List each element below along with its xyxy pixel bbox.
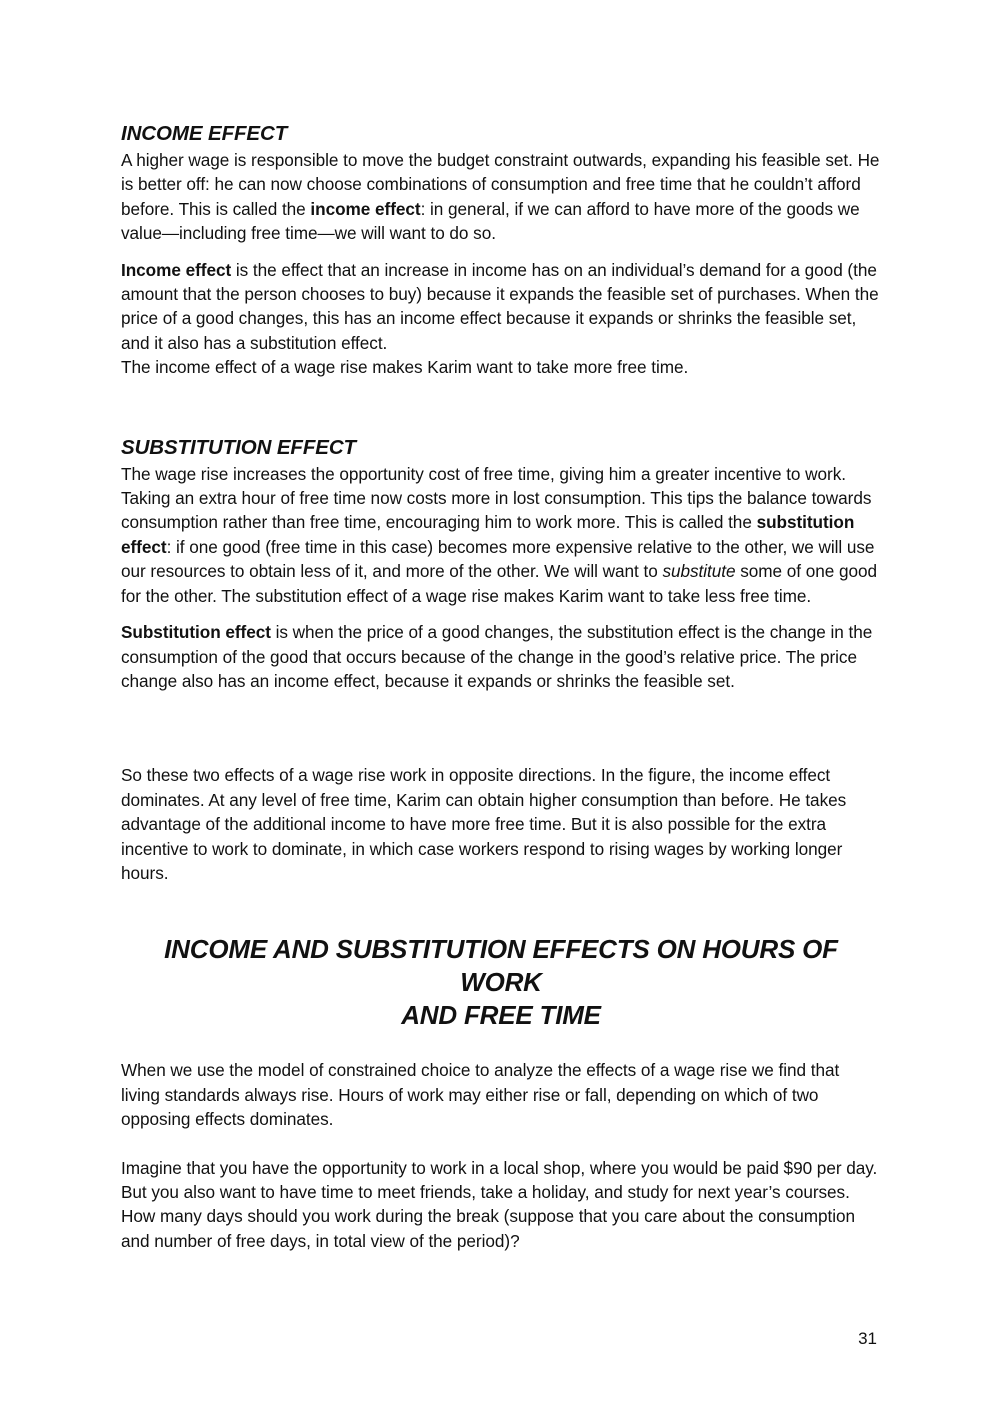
- text-run: A higher wage is responsible to move the budget constraint outwards, expanding his feasible set. He is better off: he can now choose combinations of consumption and free time that he couldn’t afford before. This is called the: [121, 150, 880, 219]
- income-effect-definition: [121, 258, 881, 356]
- bold-term: substitution effect: [121, 512, 855, 557]
- income-effect-karim-note: The income effect of a wage rise makes Karim want to take more free time.: [121, 357, 689, 378]
- text-run: : in general, if we can afford to have more of the goods we value—including free time—we will want to do so.: [121, 198, 860, 244]
- income-effect-heading: INCOME EFFECT: [121, 122, 288, 145]
- section-title: [121, 933, 881, 1032]
- text-run: The wage rise increases the opportunity cost of free time, giving him a greater incentive to work. Taking an extra hour of free time now costs more in lost consumption. This tips the balance towards consumption rather than free time, encouraging him to work more. This is called the: [121, 463, 872, 533]
- substitution-effect-paragraph: [121, 462, 881, 608]
- text-run: some of one good for the other. The substitution effect of a wage rise makes Karim want to take less free time.: [121, 561, 878, 606]
- italic-term: substitute: [662, 561, 736, 582]
- text-run: : if one good (free time in this case) becomes more expensive relative to the other, we will use our resources to obtain less of it, and more of the other. We will want to: [121, 536, 875, 582]
- substitution-effect-definition: [121, 620, 881, 693]
- summary-paragraph: So these two effects of a wage rise work in opposite directions. In the figure, the income effect dominates. At any level of free time, Karim can obtain higher consumption than before. He takes advantage of the additional income to have more free time. But it is also possible for the extra incentive to work to dominate, in which case workers respond to rising wages by working longer hours.: [121, 765, 847, 883]
- text-run: is when the price of a good changes, the substitution effect is the change in the consumption of the good that occurs because of the change in the good’s relative price. The price change also has an income effect, because it expands or shrinks the feasible set.: [121, 622, 873, 691]
- text-run: is the effect that an increase in income has on an individual’s demand for a good (the amount that the person chooses to buy) because it expands the feasible set of purchases. When the price of a good changes, this has an income effect because it expands or shrinks the feasible set, and it also has a substitution effect.: [121, 259, 879, 353]
- income-effect-paragraph: [121, 148, 881, 246]
- shop-work-question-paragraph: Imagine that you have the opportunity to work in a local shop, where you would be paid $90 per day. But you also want to have time to meet friends, take a holiday, and study for next year’s courses. How many days should you work during the break (suppose that you care about the consumption and number of free days, in total view of the period)?: [121, 1157, 878, 1251]
- bold-term: income effect: [310, 198, 421, 219]
- wage-rise-paragraph: When we use the model of constrained choice to analyze the effects of a wage rise we find that living standards always rise. Hours of work may either rise or fall, depending on which of two opposing effects dominates.: [121, 1060, 840, 1130]
- substitution-effect-heading: SUBSTITUTION EFFECT: [121, 435, 356, 459]
- section-title-line-2: AND FREE TIME: [401, 1000, 601, 1031]
- bold-term: Income effect: [121, 259, 232, 280]
- section-title-line-1: INCOME AND SUBSTITUTION EFFECTS ON HOURS OF WORK: [164, 934, 838, 998]
- document-page: [121, 120, 881, 1253]
- bold-term: Substitution effect: [121, 622, 271, 643]
- page-number: 31: [858, 1329, 877, 1348]
